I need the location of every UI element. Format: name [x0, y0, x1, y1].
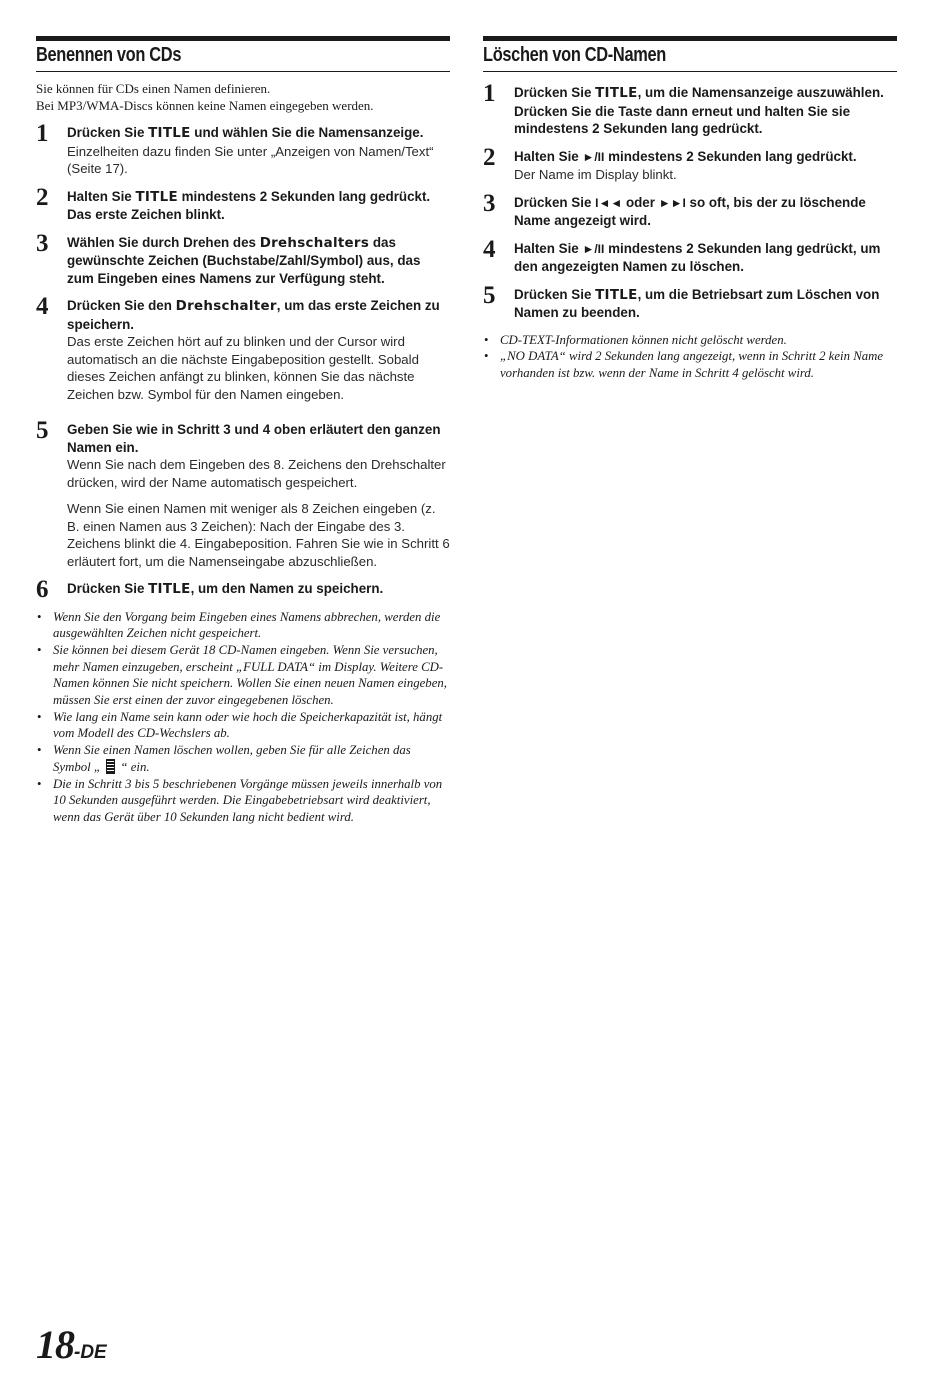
step-heading-text: Halten Sie: [67, 188, 136, 204]
step-number: 6: [36, 576, 49, 603]
step-4: [483, 235, 897, 276]
step-heading: [514, 286, 897, 322]
step-heading: [67, 124, 450, 143]
step-2: [36, 183, 450, 224]
note-item: [36, 742, 450, 775]
note-text: Wenn Sie einen Namen löschen wollen, geben Sie für alle Zeichen das Symbol „: [53, 743, 411, 774]
step-6: [36, 576, 450, 603]
step-number: 3: [483, 189, 496, 217]
step-heading-text: oder: [622, 194, 659, 210]
step-heading-text: , um den Namen zu speichern.: [190, 581, 384, 596]
step-number: 5: [483, 281, 496, 309]
step-description: Wenn Sie nach dem Eingeben des 8. Zeichens den Drehschalter drücken, wird der Name automatisch gespeichert.: [67, 457, 446, 490]
step-heading: [514, 194, 897, 230]
step-heading: Geben Sie wie in Schritt 3 und 4 oben erläutert den ganzen Namen ein.: [67, 422, 441, 455]
section-title: Benennen von CDs: [36, 44, 182, 66]
step-number: 1: [483, 80, 496, 107]
step-heading-text: , um die Namensanzeige auszuwählen. Drücken Sie die Taste dann erneut und halten Sie sie mindestens 2 Sekunden lang gedrückt.: [514, 85, 884, 136]
note-item: • CD-TEXT-Informationen können nicht gelöscht werden.: [483, 332, 897, 349]
step-heading: [67, 297, 450, 333]
step-heading-text: Wählen Sie durch Drehen des: [67, 234, 260, 250]
note-item: • Sie können bei diesem Gerät 18 CD-Namen eingeben. Wenn Sie versuchen, mehr Namen einzugeben, erscheint „FULL DATA“ im Display. Weitere CD-Namen können Sie nicht speichern. Wollen Sie einen neuen Namen eingeben, müssen Sie erst einen der zuvor eingegebenen löschen.: [36, 642, 450, 709]
step-heading-text: Halten Sie: [514, 240, 583, 256]
title-button-label: TITLE: [595, 86, 638, 101]
section-naming-cds: [36, 36, 450, 826]
step-heading-text: und wählen Sie die Namensanzeige.: [190, 125, 424, 140]
section-deleting-cd-names: [483, 36, 897, 382]
note-text: “ ein.: [117, 759, 150, 774]
rotary-encoder-label: Drehschalter: [175, 299, 277, 314]
intro-line: Sie können für CDs einen Namen definieren.: [36, 81, 271, 96]
step-number: 4: [483, 235, 496, 263]
step-heading-text: Halten Sie: [514, 148, 583, 164]
notes-list: [36, 609, 450, 826]
step-number: 2: [483, 143, 496, 171]
page-number-value: 18: [36, 1322, 74, 1367]
step-heading-text: mindestens 2 Sekunden lang gedrückt. Das erste Zeichen blinkt.: [67, 188, 431, 222]
title-button-label: TITLE: [595, 287, 638, 303]
step-description: Einzelheiten dazu finden Sie unter „Anzeigen von Namen/Text“ (Seite 17).: [67, 143, 434, 176]
section-header: [483, 36, 897, 72]
step-description: Wenn Sie einen Namen mit weniger als 8 Zeichen eingeben (z. B. einen Namen aus 3 Zeichen): Nach der Eingabe des 3. Zeichens blinkt die 4. Eingabeposition. Fahren Sie wie in Schritt 6 erläutert fort, um die Namenseingabe abzuschließen.: [67, 501, 450, 569]
step-1: [36, 120, 450, 178]
intro-text: [36, 80, 450, 114]
step-heading-text: Drücken Sie den: [67, 298, 176, 313]
note-item: • Wenn Sie den Vorgang beim Eingeben eines Namens abbrechen, werden die ausgewählten Zeichen nicht gespeichert.: [36, 609, 450, 642]
step-heading: [514, 240, 897, 276]
next-track-icon: ►►I: [658, 195, 686, 210]
step-3: [483, 189, 897, 230]
rotary-encoder-label: Drehschalters: [259, 235, 370, 251]
lcd-full-block-icon: [106, 759, 115, 774]
step-heading-text: Drücken Sie: [67, 125, 149, 140]
section-header: [36, 36, 450, 72]
step-heading-text: Drücken Sie: [514, 85, 596, 100]
step-number: 5: [36, 417, 49, 444]
step-4: [36, 293, 450, 403]
step-number: 4: [36, 293, 49, 320]
step-heading-text: mindestens 2 Sekunden lang gedrückt.: [604, 148, 857, 164]
note-item: • Wie lang ein Name sein kann oder wie hoch die Speicherkapazität ist, hängt vom Modell des CD-Wechslers ab.: [36, 709, 450, 742]
title-button-label: TITLE: [148, 582, 191, 597]
step-heading-text: Drücken Sie: [514, 194, 596, 210]
step-5: [483, 281, 897, 322]
play-pause-icon: ►/II: [582, 241, 605, 256]
step-heading-text: , um das erste Zeichen zu speichern.: [67, 298, 440, 332]
section-title: Löschen von CD-Namen: [483, 44, 666, 66]
notes-list: [483, 332, 897, 382]
step-description: Das erste Zeichen hört auf zu blinken und der Cursor wird automatisch an die nächste Eingabeposition gestellt. Sobald dieses Zeichen anfängt zu blinken, können Sie das nächste Zeichen bzw. Symbol für den Namen eingeben.: [67, 334, 419, 402]
step-heading-text: mindestens 2 Sekunden lang gedrückt, um den angezeigten Namen zu löschen.: [514, 240, 881, 274]
note-item: • „NO DATA“ wird 2 Sekunden lang angezeigt, wenn in Schritt 2 kein Name vorhanden ist bzw. wenn der Name in Schritt 4 gelöscht wird.: [483, 348, 897, 381]
step-heading-text: Drücken Sie: [514, 286, 596, 302]
step-heading: [67, 188, 450, 224]
step-heading: [514, 148, 897, 167]
step-heading: [67, 234, 450, 288]
step-description: Der Name im Display blinkt.: [514, 167, 677, 182]
step-number: 2: [36, 183, 49, 211]
step-heading: [67, 580, 450, 599]
step-2: [483, 143, 897, 184]
play-pause-icon: ►/II: [582, 149, 605, 164]
step-5: [36, 417, 450, 570]
note-item: • Die in Schritt 3 bis 5 beschriebenen Vorgänge müssen jeweils innerhalb von 10 Sekunden ausgeführt werden. Die Eingabebetriebsart wird deaktiviert, wenn das Gerät über 10 Sekunden lang nicht bedient wird.: [36, 776, 450, 826]
intro-line: Bei MP3/WMA-Discs können keine Namen eingegeben werden.: [36, 98, 374, 113]
step-1: [483, 80, 897, 138]
step-number: 1: [36, 120, 49, 147]
step-heading-text: das gewünschte Zeichen (Buchstabe/Zahl/Symbol) aus, das zum Eingeben eines Namens zur Verfügung steht.: [67, 234, 421, 286]
step-3: [36, 229, 450, 288]
page-language-suffix: -DE: [74, 1342, 107, 1363]
previous-track-icon: I◄◄: [595, 195, 623, 210]
step-heading: [514, 84, 897, 138]
step-heading-text: , um die Betriebsart zum Löschen von Namen zu beenden.: [514, 286, 880, 320]
step-heading-text: so oft, bis der zu löschende Name angezeigt wird.: [514, 194, 866, 228]
step-number: 3: [36, 229, 49, 257]
title-button-label: TITLE: [148, 126, 191, 141]
step-heading-text: Drücken Sie: [67, 581, 149, 596]
title-button-label: TITLE: [135, 189, 178, 205]
